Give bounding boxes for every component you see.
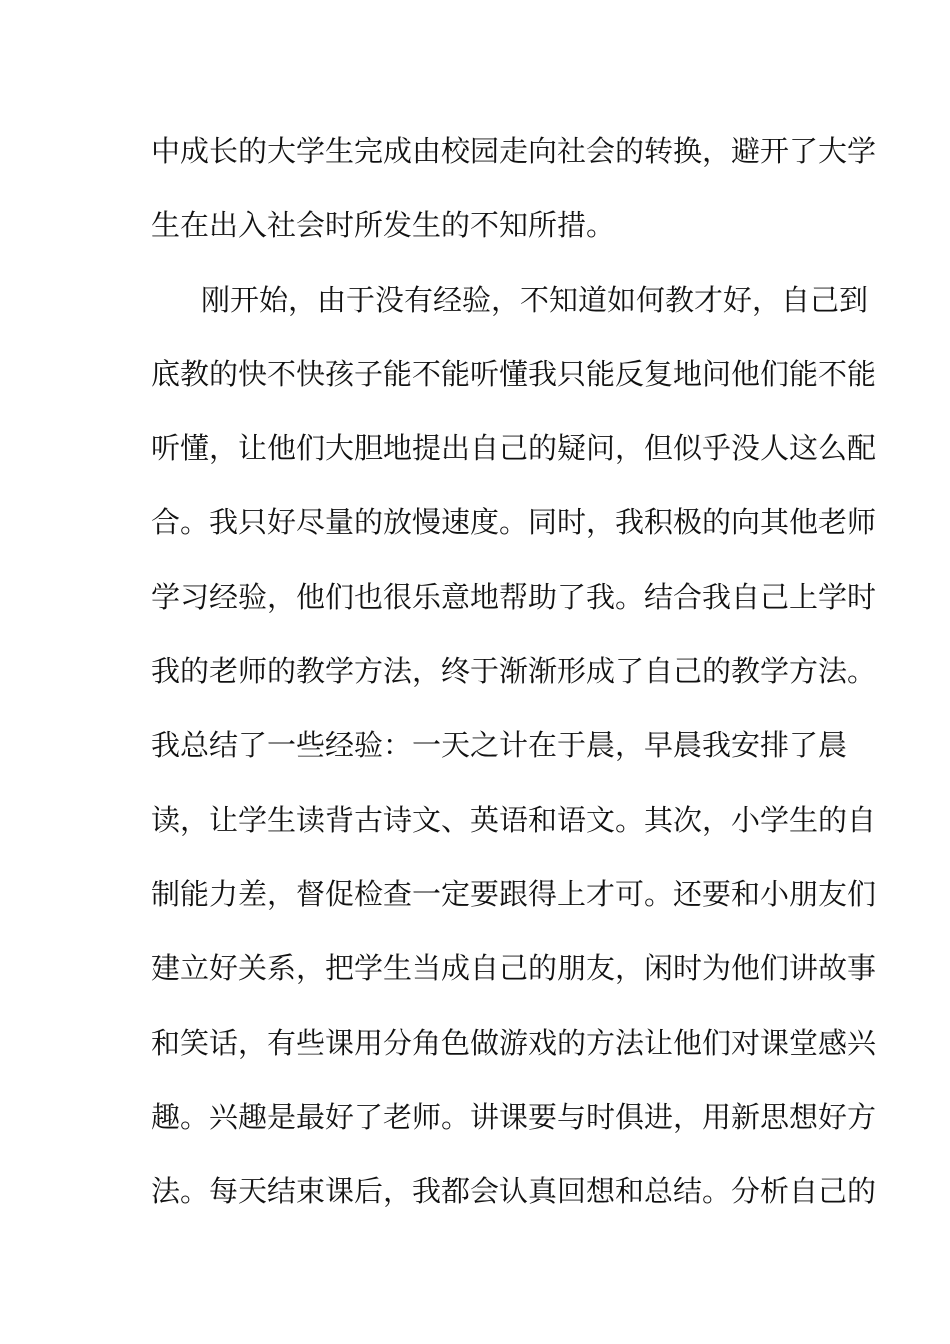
- text-line: 制能力差，督促检查一定要跟得上才可。还要和小朋友们: [151, 876, 877, 911]
- text-line: 学习经验，他们也很乐意地帮助了我。结合我自己上学时: [151, 579, 877, 614]
- text-line: 底教的快不快孩子能不能听懂我只能反复地问他们能不能: [151, 356, 877, 391]
- text-line: 中成长的大学生完成由校园走向社会的转换，避开了大学: [151, 134, 877, 168]
- text-line: 和笑话，有些课用分角色做游戏的方法让他们对课堂感兴: [151, 1025, 877, 1060]
- paragraph-start-line: 刚开始，由于没有经验，不知道如何教才好，自己到: [201, 282, 869, 317]
- text-line: 趣。兴趣是最好了老师。讲课要与时俱进，用新思想好方: [151, 1099, 877, 1134]
- text-line: 听懂，让他们大胆地提出自己的疑问，但似乎没人这么配: [151, 431, 877, 466]
- text-line: 生在出入社会时所发生的不知所措。: [151, 208, 616, 243]
- text-line: 我总结了一些经验：一天之计在于晨，早晨我安排了晨: [151, 728, 848, 763]
- body-text: [151, 128, 877, 1242]
- text-line: 法。每天结束课后，我都会认真回想和总结。分析自己的: [151, 1174, 877, 1209]
- text-line: 建立好关系，把学生当成自己的朋友，闲时为他们讲故事: [151, 951, 877, 986]
- text-line: 我的老师的教学方法，终于渐渐形成了自己的教学方法。: [151, 654, 877, 689]
- text-line: 合。我只好尽量的放慢速度。同时，我积极的向其他老师: [151, 505, 877, 540]
- text-line: 读，让学生读背古诗文、英语和语文。其次，小学生的自: [151, 802, 877, 837]
